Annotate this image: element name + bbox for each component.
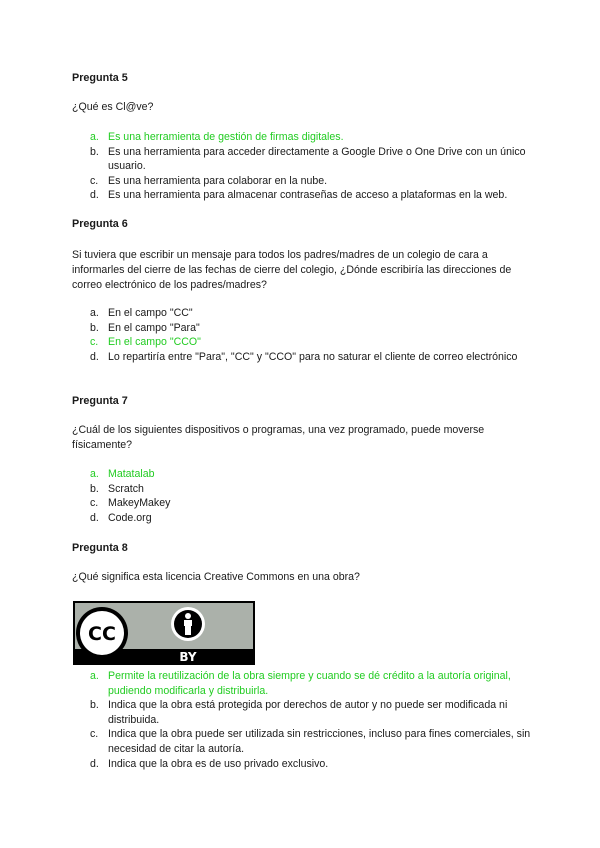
question-8-option-c	[72, 727, 532, 756]
option-letter: d.	[90, 757, 99, 770]
question-5-option-c	[72, 174, 532, 189]
option-letter: b.	[90, 482, 99, 495]
option-letter: d.	[90, 350, 99, 363]
option-text: Code.org	[108, 511, 152, 524]
option-text: En el campo "CCO"	[108, 336, 201, 349]
option-letter: c.	[90, 497, 99, 510]
option-letter: d.	[90, 511, 99, 524]
question-6-text: Si tuviera que escribir un mensaje para todos los padres/madres de un colegio de cara a informarles del cierre de las fechas de cierre del colegio, ¿Dónde escribiría las direcciones de correo electrónico de los padres/madres?	[72, 249, 512, 291]
option-text: Es una herramienta para acceder directamente a Google Drive o One Drive con un único usuario.	[108, 145, 526, 173]
question-8-option-b	[72, 698, 532, 727]
option-letter: a.	[90, 307, 99, 319]
question-6-title: Pregunta 6	[72, 218, 128, 230]
question-8-options	[72, 669, 532, 771]
option-letter: c.	[90, 728, 99, 741]
question-5-title: Pregunta 5	[72, 72, 128, 84]
option-letter: a.	[90, 670, 99, 682]
cc-logo-text: CC	[88, 623, 116, 645]
option-text: Indica que la obra puede ser utilizada sin restricciones, incluso para fines comerciales, sin necesidad de citar la autoría.	[108, 728, 531, 755]
option-text: Es una herramienta para almacenar contraseñas de acceso a plataformas en la web.	[108, 189, 508, 202]
question-6-options	[72, 306, 532, 364]
question-7-option-c	[72, 496, 532, 511]
option-text: Matatalab	[108, 468, 155, 480]
option-letter: b.	[90, 321, 99, 334]
question-5-option-b	[72, 145, 532, 174]
question-8-option-a	[72, 669, 532, 698]
question-6-option-c	[72, 335, 532, 350]
option-text: En el campo "CC"	[108, 307, 193, 319]
option-letter: a.	[90, 131, 99, 143]
question-7-option-d	[72, 511, 532, 526]
option-letter: c.	[90, 336, 99, 349]
cc-by-license-badge	[73, 601, 255, 665]
option-text: Indica que la obra es de uso privado exclusivo.	[108, 757, 329, 770]
attribution-person-head	[185, 613, 191, 619]
question-6-option-d	[72, 350, 532, 365]
by-label: BY	[179, 650, 197, 664]
question-5-option-d	[72, 188, 532, 203]
question-8-option-d	[72, 757, 532, 772]
option-text: MakeyMakey	[108, 497, 171, 510]
question-6-option-b	[72, 321, 532, 336]
option-text: Es una herramienta para colaborar en la nube.	[108, 174, 328, 187]
question-5-option-a	[72, 130, 532, 145]
question-7-option-b	[72, 482, 532, 497]
attribution-person-legs	[185, 626, 191, 635]
question-7-options	[72, 467, 532, 525]
option-letter: d.	[90, 189, 99, 202]
option-text: Lo repartiría entre "Para", "CC" y "CCO" para no saturar el cliente de correo electrónico	[108, 350, 518, 363]
question-8-title: Pregunta 8	[72, 542, 128, 554]
option-text: Es una herramienta de gestión de firmas digitales.	[108, 131, 344, 143]
question-5-text: ¿Qué es Cl@ve?	[72, 101, 154, 113]
question-7-title: Pregunta 7	[72, 395, 128, 407]
option-letter: a.	[90, 468, 99, 480]
question-5-options	[72, 130, 532, 203]
option-letter: b.	[90, 145, 99, 158]
question-8-text: ¿Qué significa esta licencia Creative Commons en una obra?	[72, 571, 360, 583]
attribution-person-body	[184, 620, 192, 626]
option-text: Permite la reutilización de la obra siempre y cuando se dé crédito a la autoría original, pudiendo modificarla y distribuirla.	[108, 670, 511, 697]
option-text: En el campo "Para"	[108, 321, 200, 334]
option-letter: c.	[90, 174, 99, 187]
option-text: Indica que la obra está protegida por derechos de autor y no puede ser modificada ni distribuida.	[108, 699, 508, 726]
option-text: Scratch	[108, 482, 144, 495]
question-7-option-a	[72, 467, 532, 482]
question-6-option-a	[72, 306, 532, 321]
option-letter: b.	[90, 699, 99, 712]
question-7-text: ¿Cuál de los siguientes dispositivos o programas, una vez programado, puede moverse físicamente?	[72, 424, 485, 451]
